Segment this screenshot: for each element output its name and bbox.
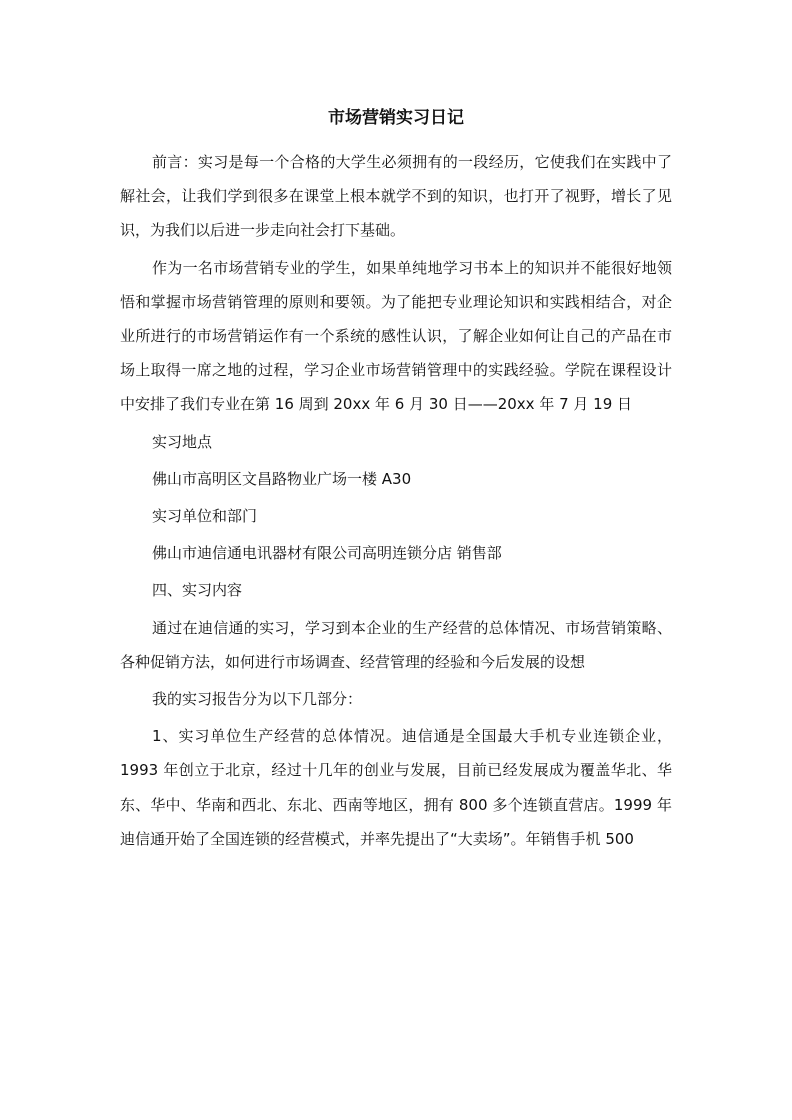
document-title: 市场营销实习日记 [328, 108, 464, 128]
paragraph-unit-heading: 实习单位和部门 [152, 507, 258, 526]
paragraph-location: 佛山市高明区文昌路物业广场一楼 A30 [152, 469, 412, 488]
paragraph-company-overview: 1、实习单位生产经营的总体情况。迪信通是全国最大手机专业连锁企业，1993 年创立于北京，经过十几年的创业与发展，目前已经发展成为覆盖华北、华东、华中、华南和西北、东北、西南等地区，拥有 800 多个连锁直营店。1999 年迪信通开始了全国连锁的经营模式，并率先提出了“大卖场”。年销售手机 500 [120, 727, 672, 848]
paragraph-preface: 前言：实习是每一个合格的大学生必须拥有的一段经历，它使我们在实践中了解社会，让我们学到很多在课堂上根本就学不到的知识，也打开了视野，增长了见识，为我们以后进一步走向社会打下基础。 [120, 153, 672, 240]
paragraph-location-heading: 实习地点 [152, 432, 213, 451]
paragraph-background: 作为一名市场营销专业的学生，如果单纯地学习书本上的知识并不能很好地领悟和掌握市场营销管理的原则和要领。为了能把专业理论知识和实践相结合，对企业所进行的市场营销运作有一个系统的感性认识，了解企业如何让自己的产品在市场上取得一席之地的过程，学习企业市场营销管理中的实践经验。学院在课程设计中安排了我们专业在第 16 周到 20xx 年 6 月 30 日——20xx 年 7 月 19 日 [120, 258, 672, 414]
paragraph-content: 通过在迪信通的实习，学习到本企业的生产经营的总体情况、市场营销策略、各种促销方法，如何进行市场调查、经营管理的经验和今后发展的设想 [120, 618, 672, 671]
paragraph-report-parts: 我的实习报告分为以下几部分： [152, 690, 363, 709]
document-body [120, 145, 672, 859]
paragraph-content-heading: 四、实习内容 [152, 581, 243, 600]
paragraph-unit: 佛山市迪信通电讯器材有限公司高明连锁分店 销售部 [152, 544, 502, 563]
